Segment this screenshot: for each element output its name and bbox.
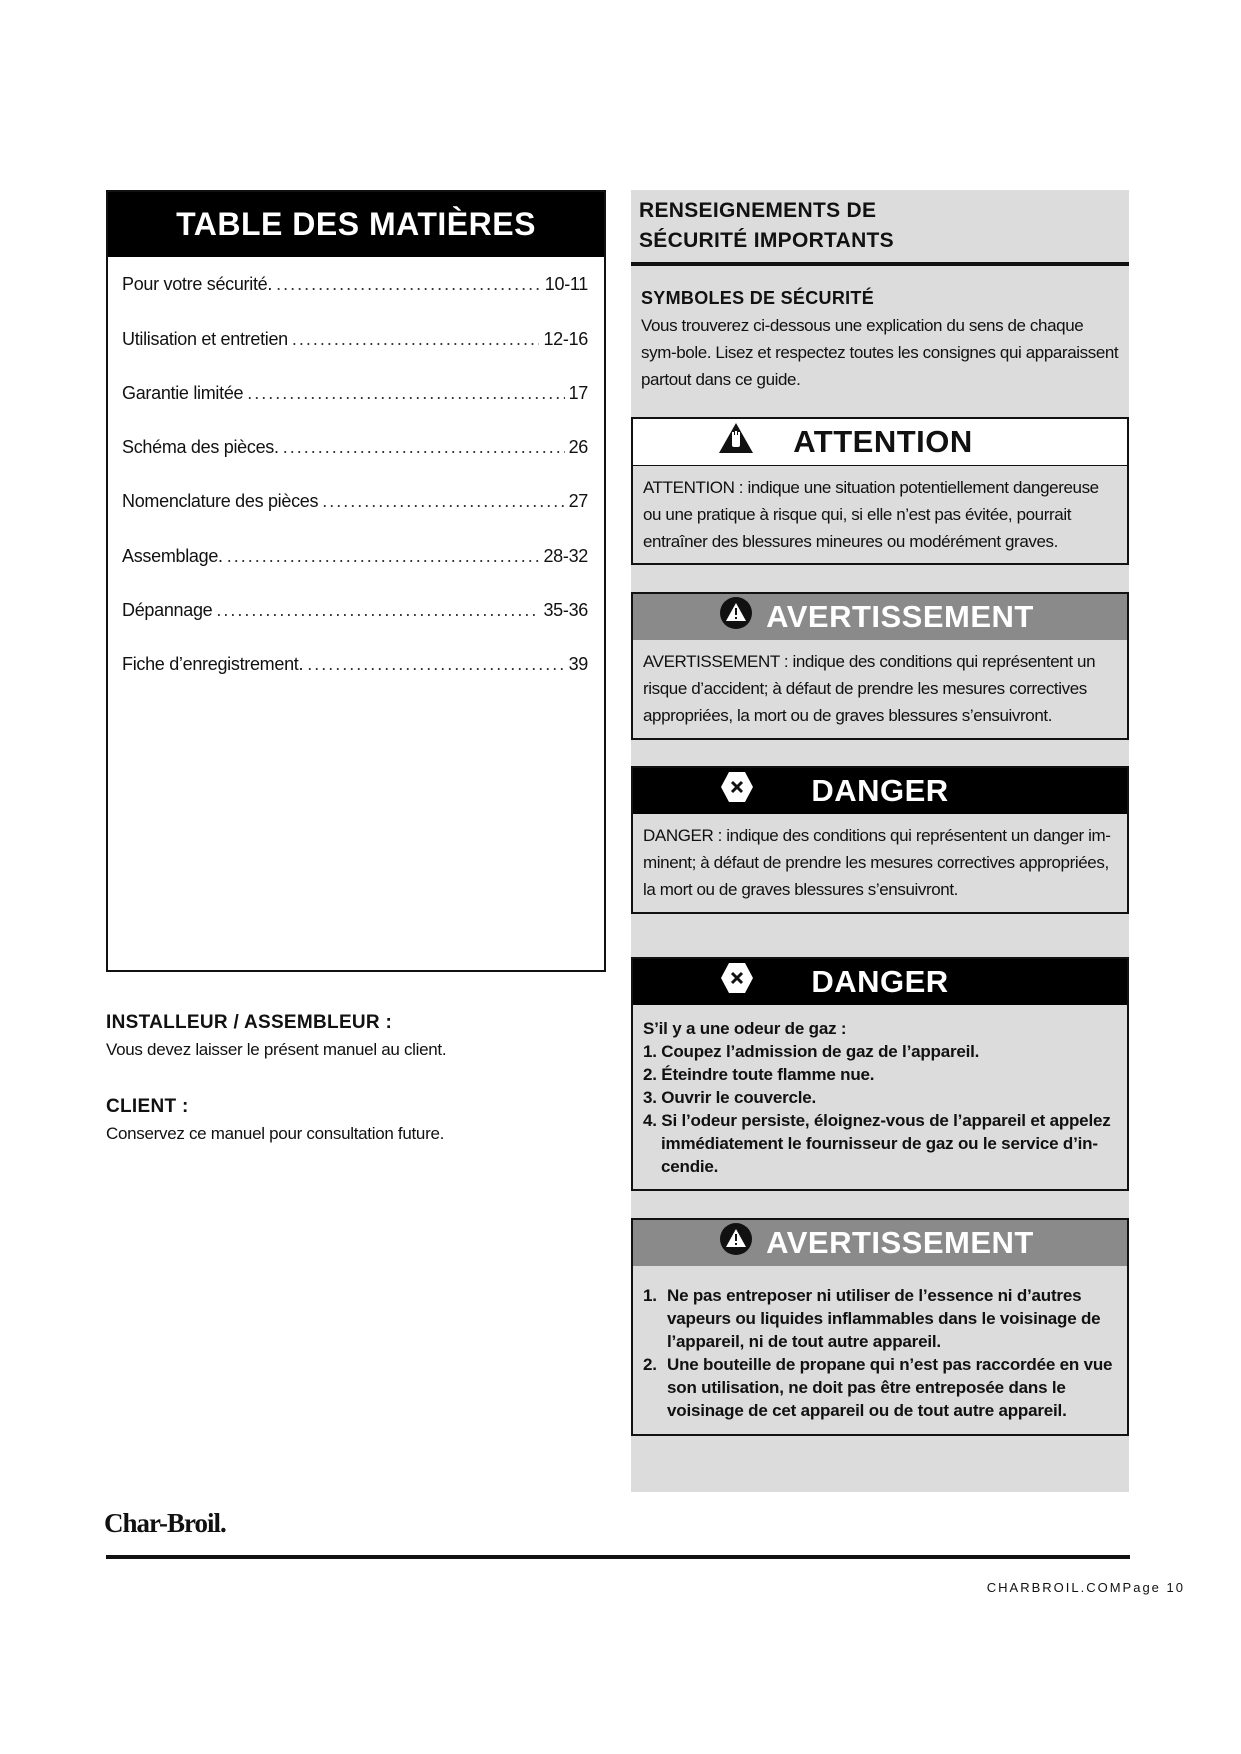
toc-entry[interactable] — [122, 437, 588, 467]
client-text: Conservez ce manuel pour consultation future. — [106, 1124, 445, 1143]
toc-entry-label: Nomenclature des pièces — [122, 491, 319, 511]
warning-header — [633, 594, 1127, 640]
attention-box — [631, 417, 1129, 565]
gas-danger-content — [633, 1005, 1127, 1178]
toc-entry[interactable] — [122, 600, 588, 630]
symbols-title: SYMBOLES DE SÉCURITÉ — [641, 288, 875, 308]
attention-heading: ATTENTION — [793, 424, 973, 459]
toc-entry[interactable] — [122, 274, 588, 304]
gas-danger-step: 4. Si l’odeur persiste, éloignez-vous de l’appareil et appelez — [643, 1111, 1111, 1130]
client-title: CLIENT : — [106, 1096, 189, 1117]
gas-danger-intro: S’il y a une odeur de gaz : — [643, 1019, 847, 1038]
toc-entry-page: 28-32 — [543, 546, 588, 566]
toc-entry[interactable] — [122, 546, 588, 576]
safety-title-line: RENSEIGNEMENTS DE — [639, 199, 877, 222]
toc-dot-leader — [307, 654, 564, 675]
warning-box — [631, 592, 1129, 740]
toc-dot-leader — [283, 437, 565, 458]
safety-title-line: SÉCURITÉ IMPORTANTS — [639, 229, 894, 252]
warning-triangle-icon — [719, 1222, 753, 1264]
toc-dot-leader — [292, 329, 540, 350]
toc-entry-page: 27 — [568, 491, 588, 511]
warning-triangle-icon — [719, 596, 753, 638]
gas-warning-heading: AVERTISSEMENT — [766, 1225, 1034, 1260]
toc-entry-label: Utilisation et entretien — [122, 329, 288, 349]
toc-dot-leader — [276, 274, 541, 295]
footer-site-page: CHARBROIL.COMPage 10 — [986, 1580, 1185, 1595]
gas-danger-step-cont: immédiatement le fournisseur de gaz ou le service d’in- — [661, 1134, 1098, 1153]
gas-warning-item — [643, 1353, 1117, 1422]
gas-danger-step: 3. Ouvrir le couvercle. — [643, 1088, 817, 1107]
toc-dot-leader — [216, 600, 539, 621]
gas-warning-box — [631, 1218, 1129, 1436]
warning-heading: AVERTISSEMENT — [766, 599, 1034, 634]
toc-entry[interactable] — [122, 383, 588, 413]
toc-entry[interactable] — [122, 329, 588, 359]
toc-entry[interactable] — [122, 491, 588, 521]
gas-danger-box — [631, 957, 1129, 1191]
safety-title — [639, 196, 1119, 256]
toc-dot-leader — [322, 491, 564, 512]
gas-danger-step: 2. Éteindre toute flamme nue. — [643, 1065, 875, 1084]
attention-header — [633, 419, 1127, 466]
toc-entry-page: 17 — [568, 383, 588, 403]
gas-warning-content — [633, 1266, 1127, 1422]
toc-entry-page: 39 — [568, 654, 588, 674]
danger-hexagon-icon — [719, 770, 755, 812]
item-number: 1. — [643, 1286, 657, 1305]
danger-text: DANGER : indique des conditions qui représentent un danger im-minent; à défaut de prendre les mesures correctives appropriées, la mort ou de graves blessures s’ensuivront. — [643, 826, 1111, 899]
symbols-text: Vous trouverez ci-dessous une explication du sens de chaque sym-bole. Lisez et respectez toutes les consignes qui apparaissent partout dans ce guide. — [641, 316, 1119, 389]
toc-entry-label: Pour votre sécurité. — [122, 274, 273, 294]
danger-heading: DANGER — [811, 773, 949, 808]
safety-info-panel — [631, 190, 1129, 1492]
hand-warning-icon — [717, 421, 755, 463]
item-text: Une bouteille de propane qui n’est pas raccordée en vue son utilisation, ne doit pas être entreposée dans le voisinage de cet appareil ou de tout autre appareil. — [667, 1355, 1113, 1420]
toc-entry-page: 35-36 — [543, 600, 588, 620]
gas-danger-step-cont: cendie. — [661, 1157, 719, 1176]
footer-divider — [106, 1555, 1130, 1559]
danger-hexagon-icon — [719, 961, 755, 1003]
gas-danger-step: 1. Coupez l’admission de gaz de l’appareil. — [643, 1042, 980, 1061]
item-text: Ne pas entreposer ni utiliser de l’essence ni d’autres vapeurs ou liquides inflammables dans le voisinage de l’appareil, ni de tout autre appareil. — [667, 1286, 1101, 1351]
gas-danger-header — [633, 959, 1127, 1005]
toc-entry-label: Fiche d’enregistrement. — [122, 654, 304, 674]
divider — [631, 262, 1129, 266]
toc-entry-page: 12-16 — [543, 329, 588, 349]
toc-entry-label: Dépannage — [122, 600, 213, 620]
attention-text: ATTENTION : indique une situation potentiellement dangereuse ou une pratique à risque qui, si elle n’est pas évitée, pourrait entraîner des blessures mineures ou modérément graves. — [643, 478, 1099, 551]
danger-header — [633, 768, 1127, 814]
char-broil-logo: Char-Broil. — [104, 1508, 226, 1538]
warning-text: AVERTISSEMENT : indique des conditions qui représentent un risque d’accident; à défaut de prendre les mesures correctives appropriées, la mort ou de graves blessures s’ensuivront. — [643, 652, 1096, 725]
toc-dot-leader — [227, 546, 540, 567]
installer-title: INSTALLEUR / ASSEMBLEUR : — [106, 1012, 393, 1033]
toc-entry-label: Schéma des pièces. — [122, 437, 279, 457]
toc-title: TABLE DES MATIÈRES — [108, 192, 604, 257]
toc-entry[interactable] — [122, 654, 588, 684]
toc-entry-page: 10-11 — [544, 274, 588, 294]
gas-danger-heading: DANGER — [811, 964, 949, 999]
toc-entry-page: 26 — [568, 437, 588, 457]
danger-box — [631, 766, 1129, 914]
installer-text: Vous devez laisser le présent manuel au client. — [106, 1040, 447, 1059]
gas-warning-header — [633, 1220, 1127, 1266]
toc-dot-leader — [247, 383, 564, 404]
gas-warning-item — [643, 1284, 1117, 1353]
item-number: 2. — [643, 1355, 657, 1374]
toc-entry-label: Assemblage. — [122, 546, 223, 566]
table-of-contents — [106, 190, 606, 972]
toc-entry-label: Garantie limitée — [122, 383, 244, 403]
